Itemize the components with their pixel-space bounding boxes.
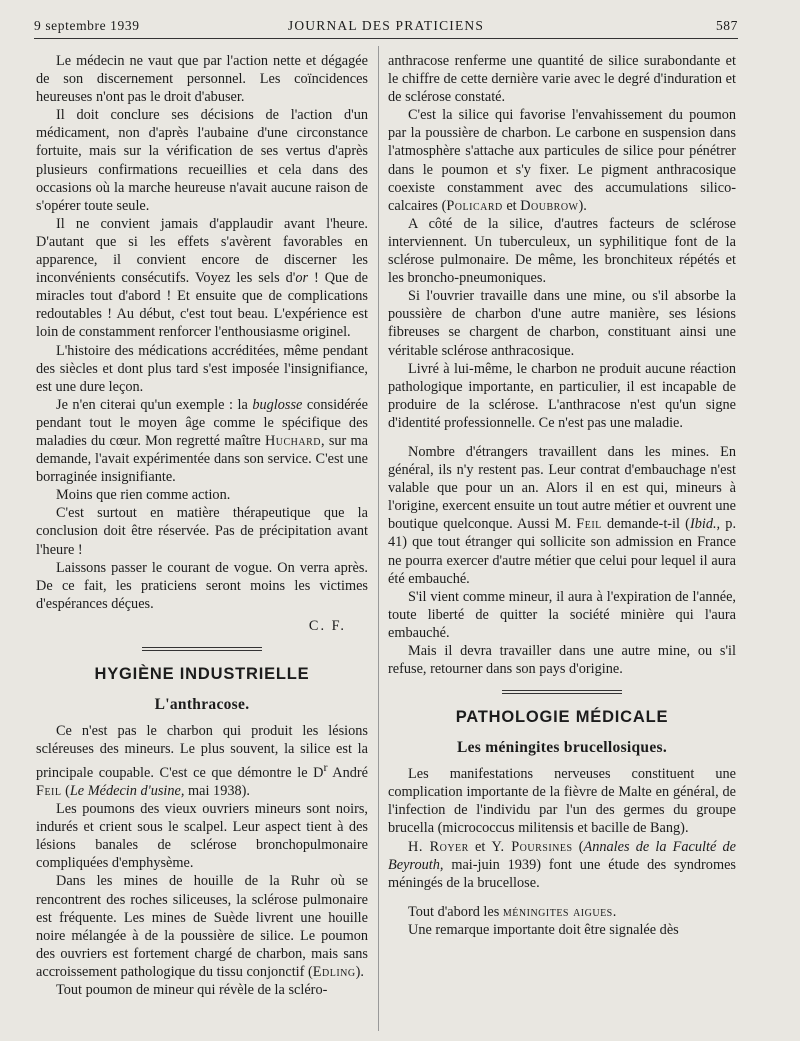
page-number: 587 [715, 18, 738, 33]
paragraph: Laissons passer le courant de vogue. On verra après. De ce fait, les praticiens seront moins les victimes d'espérances déçues. [36, 559, 368, 612]
section-separator [502, 690, 622, 694]
paragraph: Ce n'est pas le charbon qui produit les lésions scléreuses des mineurs. Le plus souvent, la silice est la principale coupable. C'est ce que démontre le $D^r$ André Feil (Le Médecin d'usine, mai 1938). [36, 722, 368, 799]
paragraph: Les poumons des vieux ouvriers mineurs sont noirs, indurés et crient sous le scalpel. Leur aspect tient à des lésions banales de sclérose bronchopulmonaire compliquées d'emphysème. [36, 801, 368, 872]
paragraph: H. Royer et Y. Poursines (Annales de la Faculté de Beyrouth, mai-juin 1939) font une étude des syndromes méningés de la brucellose. [388, 838, 736, 891]
journal-reference: Ibid., [689, 516, 721, 533]
paragraph: L'histoire des médications accréditées, même pendant des siècles et dont plus tard s'est imposée l'insignifiance, est une dure leçon. [36, 342, 368, 395]
paragraph: Si l'ouvrier travaille dans une mine, ou s'il absorbe la poussière de charbon d'une autre manière, ses lésions fibreuses se chargent de charbon, constituant ainsi une véritable sclérose anthracosique. [388, 288, 736, 359]
paragraph: anthracose renferme une quantité de silice surabondante et le chiffre de cette dernière varie avec le degré d'induration et de sclérose constaté. [388, 53, 736, 106]
paragraph: Tout d'abord les méningites aigues. [408, 903, 617, 920]
paragraph: Une remarque importante doit être signalée dès [408, 921, 679, 938]
journal-reference: Le Médecin d'usine, [69, 782, 185, 799]
emphasis: or [295, 270, 309, 287]
paragraph: Mais il devra travailler dans une autre mine, ou s'il refuse, retourner dans son pays d'origine. [388, 643, 736, 678]
paragraph: Moins que rien comme action. [56, 487, 231, 504]
paragraph: C'est surtout en matière thérapeutique que la conclusion doit être réservée. Pas de précipitation avant l'heure ! [36, 505, 368, 558]
right-column [388, 52, 736, 939]
issue-date: 9 septembre 1939 [34, 18, 140, 33]
paragraph: Nombre d'étrangers travaillent dans les mines. En général, ils n'y restent pas. Leur contrat d'embauchage n'est valable que pour un an. Alors il en est qui, mineurs à l'origine, exercent ensuite un tout autre métier et ouvrent une boutique quelconque. Aussi M. Feil demande-t-il (Ibid., p. 41) que tout étranger qui sollicite son admission en France ne pourra exercer d'autre métier que celui pour lequel il aura été embauché. [388, 443, 737, 587]
section-separator [142, 647, 262, 651]
author-name: Feil [576, 516, 602, 533]
section-title: PATHOLOGIE MÉDICALE [455, 708, 669, 727]
journal-reference: Annales de la Faculté de Beyrouth, [388, 838, 736, 873]
author-name: Doubrow [520, 197, 579, 214]
paragraph: A côté de la silice, d'autres facteurs de sclérose interviennent. Un tuberculeux, un syphilitique font de la sclérose pulmonaire. De même, les bronchiteux répétés et les broncho-pneumoniques. [388, 215, 736, 287]
author-name: Policard [446, 197, 503, 214]
paragraph: Il doit conclure ses décisions de l'action d'un médicament, non d'après l'aubaine d'une circonstance fortuite, mais sur la vérification de ses vertus d'après plusieurs confirmations recueillies et cela dans des occasions où la marche heureuse n'avait aucune raison de s'opérer toute seule. [36, 107, 368, 214]
author-name: Feil [36, 782, 62, 799]
signature: C. F. [308, 617, 346, 634]
paragraph: Dans les mines de houille de la Ruhr où se rencontrent des roches siliceuses, la sclérose pulmonaire est fréquente. Les mines de Suède livrent une houille noire mélangée à de la poussière de silice. Le poumon des ouvriers est fortement chargé de charbon, mais sans accroissement pathologique du tissu conjonctif (Edling). [36, 873, 368, 980]
section-title: HYGIÈNE INDUSTRIELLE [94, 664, 310, 683]
paragraph: Il ne convient jamais d'applaudir avant l'heure. D'autant que si les effets s'avèrent favorables en apparence, il convient encore de discerner les inconvénients consécutifs. Voyez les sels d'or ! Que de miracles tout d'abord ! Et ensuite que de complications redoutables ! Au début, c'est tout beau. L'expérience est loin de constamment renforcer l'enthousiasme originel. [36, 215, 369, 341]
article-title: Les méningites brucellosiques. [456, 739, 668, 757]
column-divider [378, 46, 379, 1031]
author-name: Huchard [264, 432, 322, 449]
paragraph: C'est la silice qui favorise l'envahissement du poumon par la poussière de charbon. Le carbone en suspension dans l'atmosphère s'attache aux particules de silice pour pénétrer dans le poumon et s'y fixer. Le pigment anthracosique coexiste constamment avec des accumulations silico-calcaires (Policard et Doubrow). [388, 107, 736, 214]
page-header [34, 16, 738, 39]
paragraph: Je n'en citerai qu'un exemple : la buglosse considérée pendant tout le moyen âge comme le spécifique des maladies du cœur. Mon regretté maître Huchard, sur ma demande, l'avait expérimentée dans son service. C'est une borraginée insignifiante. [36, 396, 368, 486]
article-title: L'anthracose. [154, 695, 250, 713]
paragraph: S'il vient comme mineur, il aura à l'expiration de l'année, toute liberté de quitter la société minière qui l'aura embauché. [388, 588, 736, 641]
paragraph: Le médecin ne vaut que par l'action nette et dégagée de son discernement personnel. Les coïncidences heureuses n'ont pas le droit d'abuser. [36, 53, 368, 106]
author-name: Y. Poursines [491, 838, 573, 855]
paragraph: Les manifestations nerveuses constituent une complication importante de la fièvre de Malte en général, de l'infection de l'individu par l'un des germes du groupe brucella (micrococcus militensis et bacille de Bang). [388, 766, 736, 837]
emphasis: buglosse [252, 396, 303, 413]
author-name: Edling [312, 963, 356, 980]
author-name: H. Royer [408, 838, 469, 855]
subsection-term: méningites aigues [502, 903, 613, 920]
paragraph: Livré à lui-même, le charbon ne produit aucune réaction pathologique importante, en particulier, il est incapable de produire de la sclérose. L'anthracose n'est qu'un signe d'identité professionnelle. Ce n'est pas une maladie. [388, 360, 736, 431]
left-column [36, 52, 368, 999]
paragraph: Tout poumon de mineur qui révèle de la scléro- [56, 981, 328, 998]
journal-title: JOURNAL DES PRATICIENS [287, 18, 485, 33]
